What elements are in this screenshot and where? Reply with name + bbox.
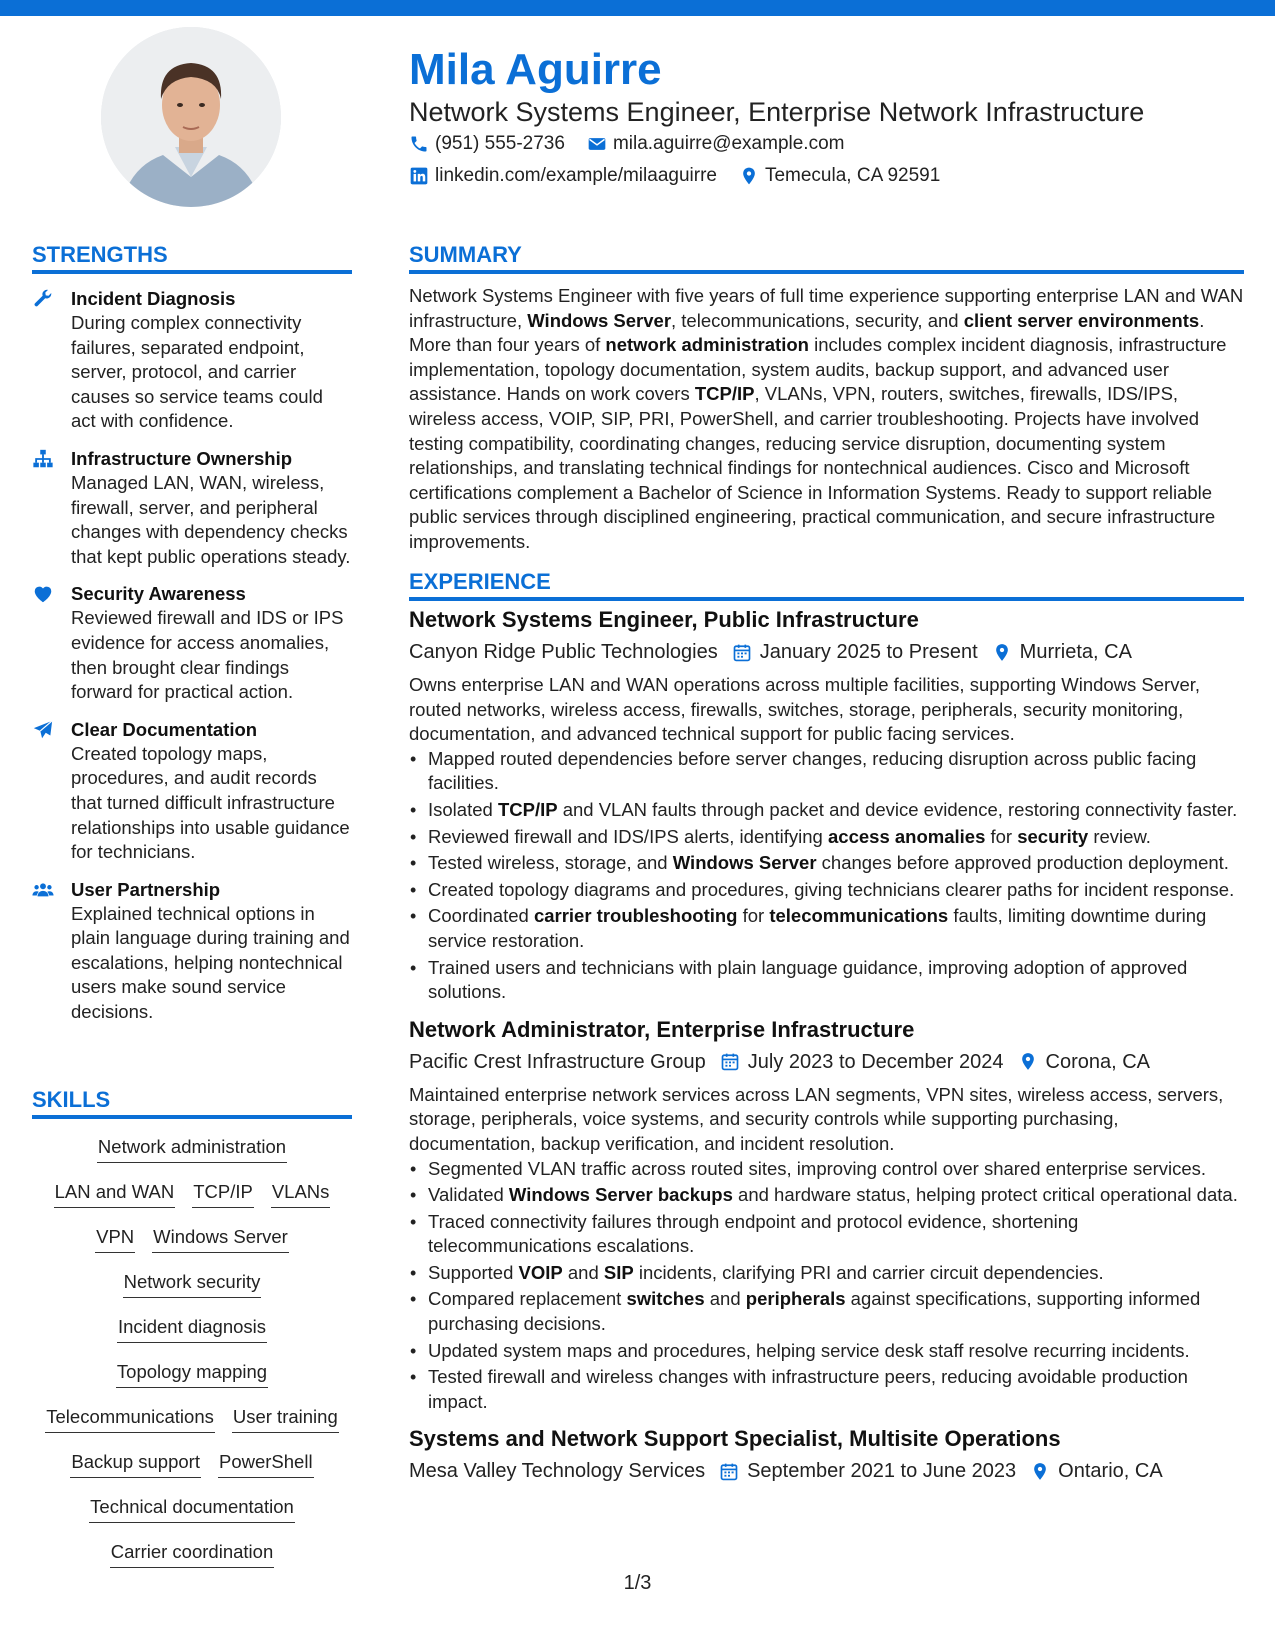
job-company: Canyon Ridge Public Technologies: [409, 641, 718, 663]
phone-contact[interactable]: [409, 133, 565, 155]
job-location: Murrieta, CA: [1019, 641, 1132, 663]
calendar-icon: [719, 1461, 739, 1482]
skill-tag: Network security: [123, 1269, 262, 1298]
skills-heading: SKILLS: [32, 1086, 352, 1119]
skill-tag: LAN and WAN: [54, 1179, 176, 1208]
job-bullet: • Isolated TCP/IP and VLAN faults through packet and device evidence, restoring connectivity faster.: [409, 798, 1244, 823]
summary-text: Network Systems Engineer with five years of full time experience supporting enterprise LAN and WAN infrastructure, Windows Server, telecommunications, security, and client server environments. More than four years of network administration includes complex incident diagnosis, infrastructure implementation, topology documentation, system audits, backup support, and advanced user assistance. Hands on work covers TCP/IP, VLANs, VPN, routers, switches, firewalls, IDS/IPS, wireless access, VOIP, SIP, PRI, PowerShell, and carrier troubleshooting. Projects have involved testing compatibility, coordinating changes, reducing service disruption, documenting system relationships, and translating technical findings for nontechnical audiences. Cisco and Microsoft certifications complement a Bachelor of Science in Information Systems. Ready to support reliable public services through disciplined engineering, practical communication, and secure infrastructure improvements.: [409, 285, 1244, 552]
skill-tag: TCP/IP: [192, 1179, 254, 1208]
job-bullet: • Compared replacement switches and peripherals against specifications, supporting informed purchasing decisions.: [409, 1287, 1244, 1336]
heart-icon: [32, 583, 56, 605]
job-bullet: • Trained users and technicians with plain language guidance, improving adoption of approved solutions.: [409, 956, 1244, 1005]
strength-description: Created topology maps, procedures, and audit records that turned difficult infrastructure relationships into usable guidance for technicians.: [71, 742, 350, 863]
experience-list: [409, 605, 1244, 1496]
location-contact: [739, 165, 940, 187]
job-meta: [409, 1456, 1244, 1486]
job-bullet: • Supported VOIP and SIP incidents, clarifying PRI and carrier circuit dependencies.: [409, 1261, 1244, 1286]
profile-photo: [101, 27, 281, 207]
candidate-title: Network Systems Engineer, Enterprise Network Infrastructure: [409, 97, 1145, 127]
strength-title: Clear Documentation: [71, 718, 258, 740]
phone-icon: [409, 134, 429, 154]
job-bullet: • Created topology diagrams and procedures, giving technicians clearer paths for incident response.: [409, 878, 1244, 903]
skill-tag: Backup support: [70, 1449, 201, 1478]
job-bullet: • Validated Windows Server backups and hardware status, helping protect critical operational data.: [409, 1183, 1244, 1208]
summary-heading: SUMMARY: [409, 241, 1244, 274]
job-company: Mesa Valley Technology Services: [409, 1460, 706, 1483]
strength-title: Incident Diagnosis: [71, 288, 236, 309]
job-bullet: • Tested wireless, storage, and Windows Server changes before approved production deployment.: [409, 851, 1244, 876]
skill-tag: User training: [232, 1404, 339, 1433]
envelope-icon: [587, 134, 607, 154]
job-title: Network Administrator, Enterprise Infrastructure: [409, 1016, 915, 1042]
strength-item: [32, 446, 352, 569]
paper-plane-icon: [32, 719, 56, 741]
strength-item: [32, 581, 352, 704]
job-entry: [409, 1015, 1244, 1415]
skills-list: [32, 1134, 352, 1584]
skill-tag: Carrier coordination: [110, 1539, 274, 1568]
skill-tag: PowerShell: [218, 1449, 314, 1478]
job-bullet: • Segmented VLAN traffic across routed sites, improving control over shared enterprise services.: [409, 1157, 1244, 1182]
map-pin-icon: [1018, 1051, 1038, 1072]
skill-tag: Incident diagnosis: [117, 1314, 267, 1343]
strengths-heading: STRENGTHS: [32, 241, 352, 274]
job-company: Pacific Crest Infrastructure Group: [409, 1050, 706, 1073]
calendar-icon: [720, 1051, 740, 1072]
job-bullets: [409, 747, 1244, 1005]
job-location: Corona, CA: [1045, 1050, 1150, 1073]
phone-text: (951) 555-2736: [435, 133, 565, 154]
job-bullet: • Reviewed firewall and IDS/IPS alerts, identifying access anomalies for security review.: [409, 825, 1244, 850]
calendar-icon: [732, 642, 752, 663]
job-meta: [409, 1047, 1244, 1077]
wrench-icon: [32, 288, 56, 310]
skill-row: [32, 1224, 352, 1269]
map-pin-icon: [739, 166, 759, 186]
strength-description: Reviewed firewall and IDS or IPS evidence for access anomalies, then brought clear findings forward for practical action.: [71, 607, 344, 703]
skill-row: [32, 1359, 352, 1404]
page-number: 1/3: [623, 1572, 652, 1594]
linkedin-contact[interactable]: [409, 165, 717, 187]
skill-tag: VPN: [95, 1224, 135, 1253]
skill-row: [32, 1134, 352, 1179]
skill-row: [32, 1179, 352, 1224]
strength-title: Infrastructure Ownership: [71, 447, 293, 469]
skill-tag: VLANs: [271, 1179, 331, 1208]
strength-title: User Partnership: [71, 878, 221, 900]
job-bullet: • Traced connectivity failures through endpoint and protocol evidence, shortening telecommunications escalations.: [409, 1210, 1244, 1259]
map-pin-icon: [992, 642, 1012, 663]
job-dates: September 2021 to June 2023: [747, 1460, 1017, 1483]
skill-row: [32, 1404, 352, 1449]
job-bullet: • Updated system maps and procedures, helping service desk staff resolve recurring incidents.: [409, 1339, 1244, 1364]
location-text: Temecula, CA 92591: [764, 165, 941, 186]
strength-description: Explained technical options in plain language during training and escalations, helping nontechnical users make sound service decisions.: [71, 902, 350, 1023]
skill-tag: Windows Server: [152, 1224, 289, 1253]
skill-row: [32, 1314, 352, 1359]
strength-item: [32, 877, 352, 1025]
strength-item: [32, 717, 352, 865]
strength-title: Security Awareness: [71, 583, 246, 605]
contact-row-2: [409, 165, 940, 187]
strengths-list: [32, 286, 352, 1037]
job-bullet: • Tested firewall and wireless changes with infrastructure peers, reducing avoidable production impact.: [409, 1365, 1244, 1414]
users-icon: [32, 879, 56, 901]
job-entry: [409, 1424, 1244, 1486]
contact-row-1: [409, 133, 844, 155]
email-contact[interactable]: [587, 133, 845, 155]
strength-description: Managed LAN, WAN, wireless, firewall, server, and peripheral changes with dependency checks that kept public operations steady.: [71, 471, 351, 567]
skill-tag: Network administration: [97, 1134, 287, 1163]
job-dates: January 2025 to Present: [759, 641, 978, 663]
job-location: Ontario, CA: [1058, 1460, 1163, 1483]
job-bullets: [409, 1157, 1244, 1415]
job-bullet: • Mapped routed dependencies before server changes, reducing disruption across public facing facilities.: [409, 747, 1244, 796]
skill-row: [32, 1449, 352, 1494]
strength-item: [32, 286, 352, 434]
job-dates: July 2023 to December 2024: [747, 1050, 1004, 1073]
experience-heading: EXPERIENCE: [409, 568, 1244, 601]
job-description: Owns enterprise LAN and WAN operations across multiple facilities, supporting Windows Server, routed networks, wireless access, firewalls, switches, storage, peripherals, security monitoring, documentation, and advanced technical support for public facing services.: [409, 674, 1201, 745]
strength-description: During complex connectivity failures, separated endpoint, server, protocol, and carrier causes so service teams could act with confidence.: [71, 312, 323, 432]
skill-tag: Telecommunications: [45, 1404, 215, 1433]
email-text: mila.aguirre@example.com: [612, 133, 845, 154]
skill-row: [32, 1494, 352, 1539]
job-entry: [409, 605, 1244, 1005]
job-title: Systems and Network Support Specialist, Multisite Operations: [409, 1426, 1061, 1452]
candidate-name: Mila Aguirre: [409, 45, 662, 94]
linkedin-icon: [409, 166, 429, 186]
skill-row: [32, 1269, 352, 1314]
job-description: Maintained enterprise network services across LAN segments, VPN sites, wireless access, servers, storage, peripherals, voice systems, and security controls while supporting purchasing, documentation, backup verification, and incident resolution.: [409, 1083, 1224, 1154]
skill-tag: Technical documentation: [89, 1494, 295, 1523]
job-title: Network Systems Engineer, Public Infrastructure: [409, 607, 919, 632]
skill-tag: Topology mapping: [116, 1359, 268, 1388]
sitemap-icon: [32, 448, 56, 470]
job-meta: [409, 637, 1244, 667]
linkedin-text: linkedin.com/example/milaaguirre: [435, 165, 717, 186]
map-pin-icon: [1030, 1461, 1050, 1482]
job-bullet: • Coordinated carrier troubleshooting for telecommunications faults, limiting downtime during service restoration.: [409, 904, 1244, 953]
top-accent-bar: [0, 0, 1275, 16]
